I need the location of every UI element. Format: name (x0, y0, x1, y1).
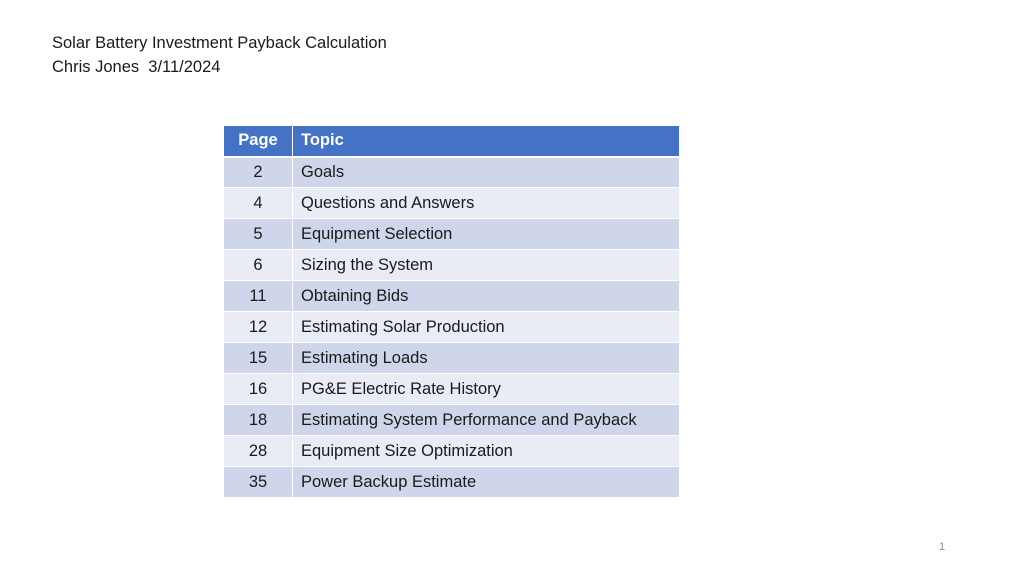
topic-cell: Equipment Size Optimization (293, 436, 680, 467)
page-number-cell: 5 (224, 219, 293, 250)
page-number-cell: 6 (224, 250, 293, 281)
page-number-cell: 4 (224, 188, 293, 219)
page-number-cell: 11 (224, 281, 293, 312)
page-number-cell: 28 (224, 436, 293, 467)
topic-cell: Obtaining Bids (293, 281, 680, 312)
page-number-cell: 12 (224, 312, 293, 343)
slide-title: Solar Battery Investment Payback Calculation (52, 34, 387, 52)
table-row (224, 405, 680, 436)
table-row (224, 467, 680, 498)
page-number-cell: 16 (224, 374, 293, 405)
table-row (224, 219, 680, 250)
page-number-cell: 2 (224, 157, 293, 188)
table-row (224, 312, 680, 343)
topic-column-header: Topic (293, 126, 680, 157)
table-row (224, 250, 680, 281)
topic-cell: PG&E Electric Rate History (293, 374, 680, 405)
topic-cell: Equipment Selection (293, 219, 680, 250)
table-of-contents (223, 125, 680, 498)
topic-cell: Questions and Answers (293, 188, 680, 219)
topic-cell: Goals (293, 157, 680, 188)
table-row (224, 157, 680, 188)
topic-cell: Estimating System Performance and Payback (293, 405, 680, 436)
table-row (224, 436, 680, 467)
page-number-cell: 18 (224, 405, 293, 436)
table-header-row (224, 126, 680, 157)
slide-header (52, 31, 387, 79)
topic-cell: Sizing the System (293, 250, 680, 281)
page-number-cell: 35 (224, 467, 293, 498)
topic-cell: Estimating Loads (293, 343, 680, 374)
slide-number: 1 (938, 541, 946, 553)
author-date: Chris Jones 3/11/2024 (52, 58, 221, 76)
table-row (224, 281, 680, 312)
table-row (224, 374, 680, 405)
page-number-cell: 15 (224, 343, 293, 374)
table-row (224, 188, 680, 219)
table-row (224, 343, 680, 374)
topic-cell: Power Backup Estimate (293, 467, 680, 498)
topic-cell: Estimating Solar Production (293, 312, 680, 343)
page-column-header: Page (224, 126, 293, 157)
